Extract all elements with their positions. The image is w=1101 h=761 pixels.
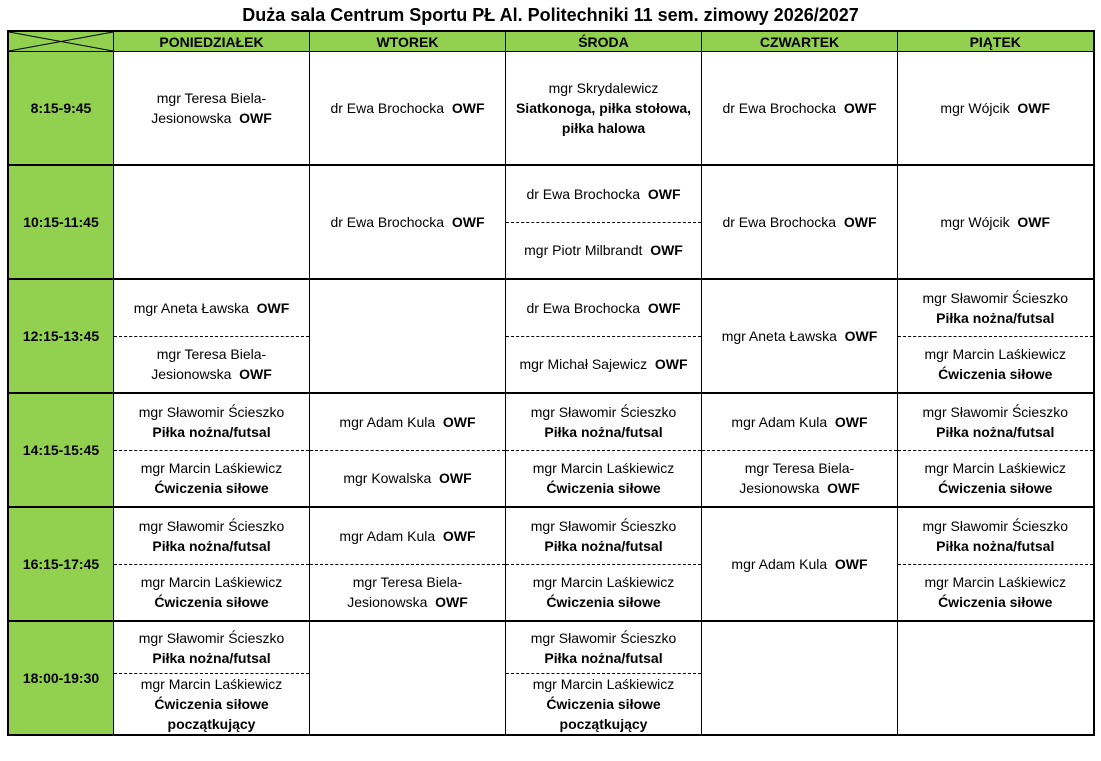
day-header: WTOREK [310,31,506,52]
class-entry-text [731,554,867,574]
course-tag: OWF [442,413,476,430]
instructor-name: mgr Marcin Laśkiewicz [924,460,1067,477]
class-entry [506,622,701,673]
class-entry [702,508,897,620]
class-entry [114,508,309,564]
course-tag: OWF [439,470,472,487]
schedule-cell [898,621,1094,735]
instructor-name: mgr Sławomir Ścieszko [138,517,285,534]
course-tag: OWF [647,185,681,202]
cell-content [898,394,1093,506]
day-header: PIĄTEK [898,31,1094,52]
class-entry-text [731,412,867,432]
instructor-name: dr Ewa Brochocka [722,214,837,230]
instructor-name: dr Ewa Brochocka [330,100,445,116]
class-entry-text [139,402,284,442]
class-entry-text [924,344,1066,384]
instructor-name: mgr Marcin Laśkiewicz [532,574,675,591]
activity-name: Piłka nożna/futsal [936,309,1055,326]
activity-name: Piłka nożna/futsal [152,537,271,554]
course-tag: OWF [451,214,485,230]
schedule-cell [898,165,1094,279]
cell-content [898,52,1093,164]
class-entry [506,508,701,564]
activity-name: Piłka nożna/futsal [936,423,1055,440]
time-slot-label: 8:15-9:45 [8,52,114,166]
activity-name: Ćwiczenia siłowe [154,594,269,611]
course-tag: OWF [239,110,272,126]
course-tag: OWF [647,299,681,316]
instructor-name: mgr Aneta Ławska [721,328,837,344]
course-tag: OWF [834,413,868,430]
activity-name: Piłka nożna/futsal [544,649,663,666]
class-entry [310,52,505,164]
class-entry [898,450,1093,507]
schedule-cell [310,621,506,735]
schedule-cell [506,279,702,393]
class-entry-text [141,458,283,498]
class-entry [506,564,701,621]
instructor-name: mgr Teresa Biela-Jesionowska [739,460,855,497]
instructor-name: mgr Marcin Laśkiewicz [532,676,675,692]
instructor-name: mgr Teresa Biela-Jesionowska [151,346,267,383]
activity-name: Ćwiczenia siłowe [154,480,269,497]
class-entry [506,166,701,222]
cell-content [702,394,897,506]
instructor-name: dr Ewa Brochocka [722,100,837,116]
course-tag: OWF [451,100,485,116]
time-slot-label: 16:15-17:45 [8,507,114,621]
corner-cell [8,31,114,52]
activity-name: Ćwiczenia siłowe [938,594,1053,611]
cell-content [310,52,505,164]
cell-content [310,166,505,278]
class-entry-text [531,516,676,556]
class-entry-text [533,458,675,498]
class-entry [702,394,897,450]
class-entry [114,336,309,393]
activity-name: Piłka nożna/futsal [152,649,271,666]
cell-content [506,280,701,392]
day-header: PONIEDZIAŁEK [114,31,310,52]
instructor-name: mgr Sławomir Ścieszko [530,629,677,646]
class-entry-text [524,240,683,260]
class-entry-text [519,354,687,374]
instructor-name: mgr Adam Kula [731,556,828,572]
schedule-cell [114,52,310,166]
instructor-name: mgr Sławomir Ścieszko [138,629,285,646]
class-entry-text [139,628,284,668]
cell-content [506,508,701,620]
cell-content [506,394,701,506]
class-entry [898,52,1093,164]
activity-name: Ćwiczenia siłowe [938,480,1053,497]
course-tag: OWF [827,480,860,497]
schedule-cell [114,621,310,735]
schedule-row [8,279,1094,393]
class-entry-text [722,326,878,346]
instructor-name: mgr Teresa Biela-Jesionowska [151,90,267,126]
cell-content [702,166,897,278]
schedule-cell [506,393,702,507]
cell-content [702,52,897,164]
day-header: ŚRODA [506,31,702,52]
class-entry [114,52,309,164]
cell-content [898,166,1093,278]
schedule-cell [114,165,310,279]
class-entry-text [923,402,1068,442]
cell-content [114,166,309,278]
class-entry [310,166,505,278]
course-tag: OWF [650,242,683,259]
schedule-cell [310,165,506,279]
class-entry [506,394,701,450]
instructor-name: mgr Wójcik [940,100,1010,116]
instructor-name: mgr Sławomir Ścieszko [138,403,285,420]
page-title: Duża sala Centrum Sportu PŁ Al. Politechniki 11 sem. zimowy 2026/2027 [242,5,859,25]
class-entry [114,673,309,734]
class-entry-text [339,412,475,432]
activity-name: Piłka nożna/futsal [936,537,1055,554]
cell-content [898,508,1093,620]
header-row [8,31,1094,52]
cell-content [506,166,701,278]
class-entry [310,450,505,507]
class-entry-text [118,344,305,384]
schedule-cell [702,621,898,735]
class-entry [506,450,701,507]
class-entry [898,280,1093,336]
class-entry-text [533,572,675,612]
schedule-cell [702,507,898,621]
class-entry-text [330,212,484,232]
cell-content [114,52,309,164]
activity-name: Piłka nożna/futsal [152,423,271,440]
class-entry-text [510,674,697,734]
class-entry [114,394,309,450]
class-entry-text [339,526,475,546]
class-entry [702,280,897,392]
class-entry-text [526,298,680,318]
schedule-cell [310,279,506,393]
schedule-cell [310,507,506,621]
class-entry-text [531,402,676,442]
class-entry-text [314,572,501,612]
course-tag: OWF [1017,214,1051,230]
schedule-table [7,30,1095,736]
class-entry-text [330,98,484,118]
class-entry-text [923,288,1068,328]
cell-content [310,394,505,506]
schedule-cell [114,507,310,621]
instructor-name: mgr Marcin Laśkiewicz [532,460,675,477]
instructor-name: dr Ewa Brochocka [526,185,641,202]
schedule-cell [506,52,702,166]
activity-name: Ćwiczenia siłowe początkujący [154,696,269,732]
instructor-name: mgr Teresa Biela-Jesionowska [347,574,463,611]
activity-name: Ćwiczenia siłowe [546,480,661,497]
instructor-name: mgr Marcin Laśkiewicz [140,574,283,591]
class-entry [898,394,1093,450]
schedule-row [8,165,1094,279]
class-entry [898,564,1093,621]
schedule-cell [898,393,1094,507]
class-entry [114,280,309,336]
activity-name: Piłka nożna/futsal [544,537,663,554]
class-entry [114,622,309,673]
cell-content [702,280,897,392]
schedule-row [8,52,1094,166]
schedule-cell [702,279,898,393]
schedule-cell [506,621,702,735]
class-entry [310,508,505,564]
class-entry [898,336,1093,393]
course-tag: OWF [256,299,290,316]
class-entry-text [531,628,676,668]
course-tag: OWF [843,100,877,116]
schedule-cell [506,507,702,621]
instructor-name: mgr Sławomir Ścieszko [922,289,1068,306]
instructor-name: mgr Marcin Laśkiewicz [140,676,283,692]
class-entry-text [510,78,697,138]
course-tag: OWF [435,594,468,611]
cell-content [898,280,1093,392]
schedule-cell [114,393,310,507]
instructor-name: mgr Adam Kula [339,527,436,544]
class-entry-text [706,458,893,498]
class-entry [898,508,1093,564]
schedule-row [8,507,1094,621]
class-entry [506,52,701,164]
schedule-cell [898,52,1094,166]
instructor-name: mgr Adam Kula [731,413,828,430]
time-slot-label: 18:00-19:30 [8,621,114,735]
instructor-name: dr Ewa Brochocka [526,299,641,316]
day-header: CZWARTEK [702,31,898,52]
instructor-name: mgr Piotr Milbrandt [524,242,643,259]
cross-lines-icon [9,32,113,51]
cell-content [310,508,505,620]
schedule-row [8,621,1094,735]
class-entry-text [141,572,283,612]
course-tag: OWF [239,366,272,383]
class-entry-text [940,212,1050,232]
time-slot-label: 12:15-13:45 [8,279,114,393]
class-entry-text [526,184,680,204]
schedule-cell [114,279,310,393]
schedule-cell [702,165,898,279]
class-entry-text [139,516,284,556]
instructor-name: mgr Sławomir Ścieszko [530,403,677,420]
cell-content [114,394,309,506]
activity-name: Ćwiczenia siłowe [546,594,661,611]
class-entry [506,280,701,336]
cell-content [310,280,505,392]
activity-name: Ćwiczenia siłowe [938,366,1053,383]
class-entry [898,166,1093,278]
class-entry-text [722,212,876,232]
schedule-row [8,393,1094,507]
activity-name: Siatkonoga, piłka stołowa, piłka halowa [515,100,692,136]
cell-content [114,280,309,392]
cell-content [310,622,505,734]
class-entry [310,564,505,621]
schedule-cell [310,393,506,507]
instructor-name: mgr Sławomir Ścieszko [922,517,1068,534]
class-entry [506,673,701,734]
instructor-name: mgr Kowalska [343,470,432,487]
instructor-name: mgr Wójcik [940,214,1010,230]
instructor-name: mgr Marcin Laśkiewicz [140,460,283,477]
class-entry-text [923,516,1068,556]
cell-content [702,622,897,734]
activity-name: Ćwiczenia siłowe początkujący [546,696,661,732]
cell-content [506,52,701,164]
instructor-name: mgr Michał Sajewicz [519,356,648,373]
cell-content [898,622,1093,734]
cell-content [114,508,309,620]
schedule-cell [898,507,1094,621]
time-slot-label: 10:15-11:45 [8,165,114,279]
schedule-cell [702,52,898,166]
instructor-name: mgr Marcin Laśkiewicz [924,346,1067,363]
class-entry [702,166,897,278]
activity-name: Piłka nożna/futsal [544,423,663,440]
instructor-name: mgr Sławomir Ścieszko [530,517,677,534]
class-entry [114,564,309,621]
course-tag: OWF [442,527,476,544]
instructor-name: mgr Marcin Laśkiewicz [924,574,1067,591]
instructor-name: mgr Adam Kula [339,413,436,430]
cell-content [114,622,309,734]
class-entry [702,450,897,507]
class-entry-text [134,298,290,318]
time-slot-label: 14:15-15:45 [8,393,114,507]
class-entry [702,52,897,164]
schedule-cell [898,279,1094,393]
class-entry [506,336,701,393]
instructor-name: dr Ewa Brochocka [330,214,445,230]
instructor-name: mgr Skrydalewicz [548,80,659,96]
course-tag: OWF [844,328,878,344]
class-entry-text [924,572,1066,612]
course-tag: OWF [654,356,688,373]
schedule-cell [702,393,898,507]
schedule-cell [506,165,702,279]
course-tag: OWF [843,214,877,230]
schedule-cell [310,52,506,166]
class-entry [310,394,505,450]
course-tag: OWF [1017,100,1051,116]
cell-content [506,622,701,734]
class-entry-text [118,88,305,128]
course-tag: OWF [834,556,868,572]
class-entry [506,222,701,279]
class-entry-text [343,468,471,488]
class-entry-text [940,98,1050,118]
cell-content [702,508,897,620]
instructor-name: mgr Aneta Ławska [133,299,249,316]
class-entry-text [118,674,305,734]
class-entry [114,450,309,507]
class-entry-text [722,98,876,118]
class-entry-text [924,458,1066,498]
instructor-name: mgr Sławomir Ścieszko [922,403,1068,420]
